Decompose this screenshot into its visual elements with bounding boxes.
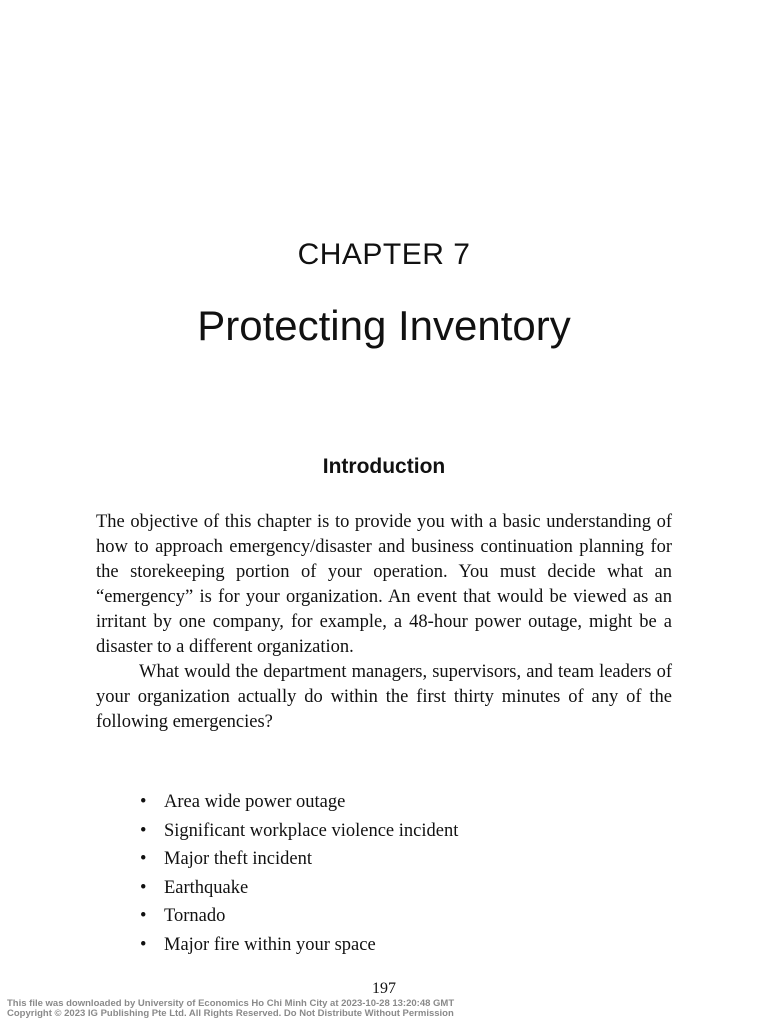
paragraph-2: What would the department managers, supervisors, and team leaders of your organization actually do within the first thirty minutes of any of the following emergencies? bbox=[96, 662, 672, 732]
page-number: 197 bbox=[372, 980, 396, 997]
paragraph-1: The objective of this chapter is to provide you with a basic understanding of how to approach emergency/disaster and business continuation planning for the storekeeping portion of your operation. You must decide what an “emergency” is for your organization. An event that would be viewed as an irritant by one company, for example, a 48-hour power outage, might be a disaster to a different organization. bbox=[96, 512, 672, 657]
body-text bbox=[96, 510, 672, 735]
chapter-label: CHAPTER 7 bbox=[297, 238, 471, 271]
download-footer bbox=[7, 999, 454, 1019]
list-item: • Tornado bbox=[138, 902, 458, 931]
list-item: • Earthquake bbox=[138, 874, 458, 903]
list-item: • Area wide power outage bbox=[138, 788, 458, 817]
list-item: • Major fire within your space bbox=[138, 931, 458, 960]
bullet-list bbox=[138, 788, 458, 960]
section-heading: Introduction bbox=[322, 455, 446, 478]
list-item: • Significant workplace violence incident bbox=[138, 817, 458, 846]
list-item: • Major theft incident bbox=[138, 845, 458, 874]
footer-line-2: Copyright © 2023 IG Publishing Pte Ltd. All Rights Reserved. Do Not Distribute Without Permission bbox=[7, 1008, 454, 1019]
footer-line-1: This file was downloaded by University of Economics Ho Chi Minh City at 2023-10-28 13:20:48 GMT bbox=[7, 998, 455, 1009]
chapter-title: Protecting Inventory bbox=[197, 302, 571, 349]
